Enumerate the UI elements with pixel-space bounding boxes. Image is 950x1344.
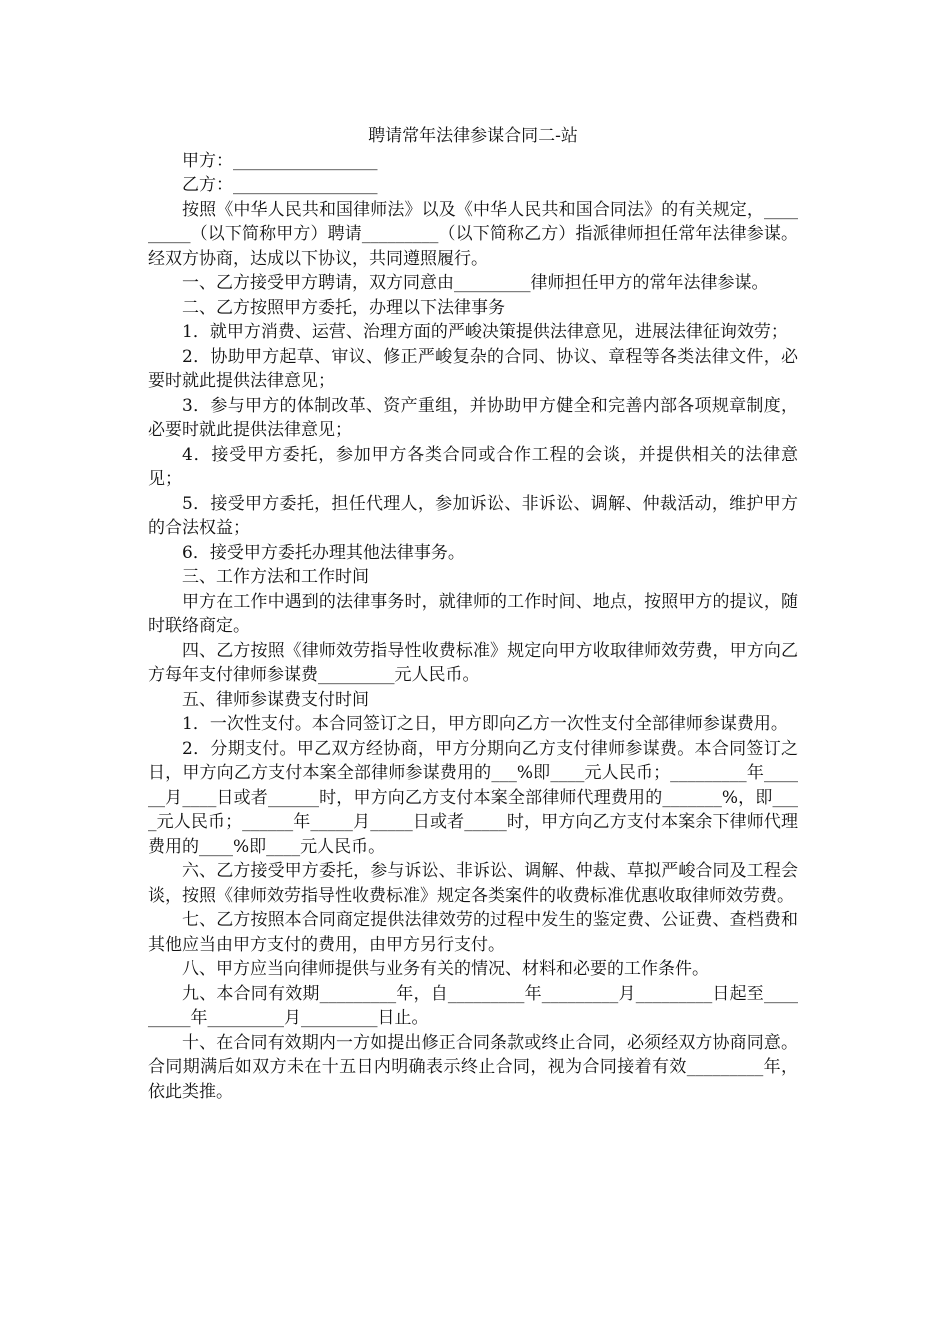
clause-2-item-1: 1．就甲方消费、运营、治理方面的严峻决策提供法律意见，进展法律征询效劳； <box>182 322 788 342</box>
clause-4: 四、乙方按照《律师效劳指导性收费标准》规定向甲方收取律师效劳费，甲方向乙方每年支付律师参谋费_________元人民币。 <box>148 640 798 685</box>
document-title: 聘请常年法律参谋合同二-站 <box>368 126 578 146</box>
clause-2-item-6: 6．接受甲方委托办理其他法律事务。 <box>182 542 465 563</box>
party-a-line: 甲方：_________________ <box>182 150 378 171</box>
clause-5-heading: 五、律师参谋费支付时间 <box>182 689 369 710</box>
preamble-paragraph: 按照《中华人民共和国律师法》以及《中华人民共和国合同法》的有关规定，_________（以下简称甲方）聘请_________（以下简称乙方）指派律师担任常年法律参谋。经双方协商，达成以下协议，共同遵照履行。 <box>148 199 798 269</box>
clause-2-heading: 二、乙方按照甲方委托，办理以下法律事务 <box>182 297 505 318</box>
clause-2-item-5: 5．接受甲方委托，担任代理人，参加诉讼、非诉讼、调解、仲裁活动，维护甲方的合法权益； <box>148 493 798 538</box>
party-b-line: 乙方：_________________ <box>182 175 378 195</box>
clause-3-heading: 三、工作方法和工作时间 <box>182 567 369 587</box>
clause-10: 十、在合同有效期内一方如提出修正合同条款或终止合同，必须经双方协商同意。合同期满后如双方未在十五日内明确表示终止合同，视为合同接着有效_________年，依此类推。 <box>148 1032 798 1102</box>
clause-5-item-1: 1．一次性支付。本合同签订之日，甲方即向乙方一次性支付全部律师参谋费用。 <box>182 714 788 734</box>
clause-2-item-4: 4．接受甲方委托，参加甲方各类合同或合作工程的会谈，并提供相关的法律意见； <box>148 444 798 489</box>
clause-1: 一、乙方接受甲方聘请，双方同意由_________律师担任甲方的常年法律参谋。 <box>182 273 769 293</box>
clause-2-item-3: 3．参与甲方的体制改革、资产重组，并协助甲方健全和完善内部各项规章制度，必要时就此提供法律意见； <box>148 395 798 440</box>
document-page <box>148 124 798 1104</box>
clause-8: 八、甲方应当向律师提供与业务有关的情况、材料和必要的工作条件。 <box>182 959 709 979</box>
clause-3-body: 甲方在工作中遇到的法律事务时，就律师的工作时间、地点，按照甲方的提议，随时联络商定。 <box>148 591 798 636</box>
clause-9: 九、本合同有效期_________年，自_________年_________月_________日起至_________年_________月_________日止。 <box>148 983 798 1028</box>
clause-2-item-2: 2．协助甲方起草、审议、修正严峻复杂的合同、协议、章程等各类法律文件，必要时就此提供法律意见； <box>148 346 798 391</box>
clause-5-item-2: 2．分期支付。甲乙双方经协商，甲方分期向乙方支付律师参谋费。本合同签订之日，甲方向乙方支付本案全部律师参谋费用的___%即____元人民币；_________年______月____日或者______时，甲方向乙方支付本案全部律师代理费用的_______%，即____元人民币；______年_____月_____日或者_____时，甲方向乙方支付本案余下律师代理费用的____%即____元人民币。 <box>148 738 798 857</box>
clause-6: 六、乙方接受甲方委托，参与诉讼、非诉讼、调解、仲裁、草拟严峻合同及工程会谈，按照《律师效劳指导性收费标准》规定各类案件的收费标准优惠收取律师效劳费。 <box>148 861 798 906</box>
clause-7: 七、乙方按照本合同商定提供法律效劳的过程中发生的鉴定费、公证费、查档费和其他应当由甲方支付的费用，由甲方另行支付。 <box>148 910 798 955</box>
